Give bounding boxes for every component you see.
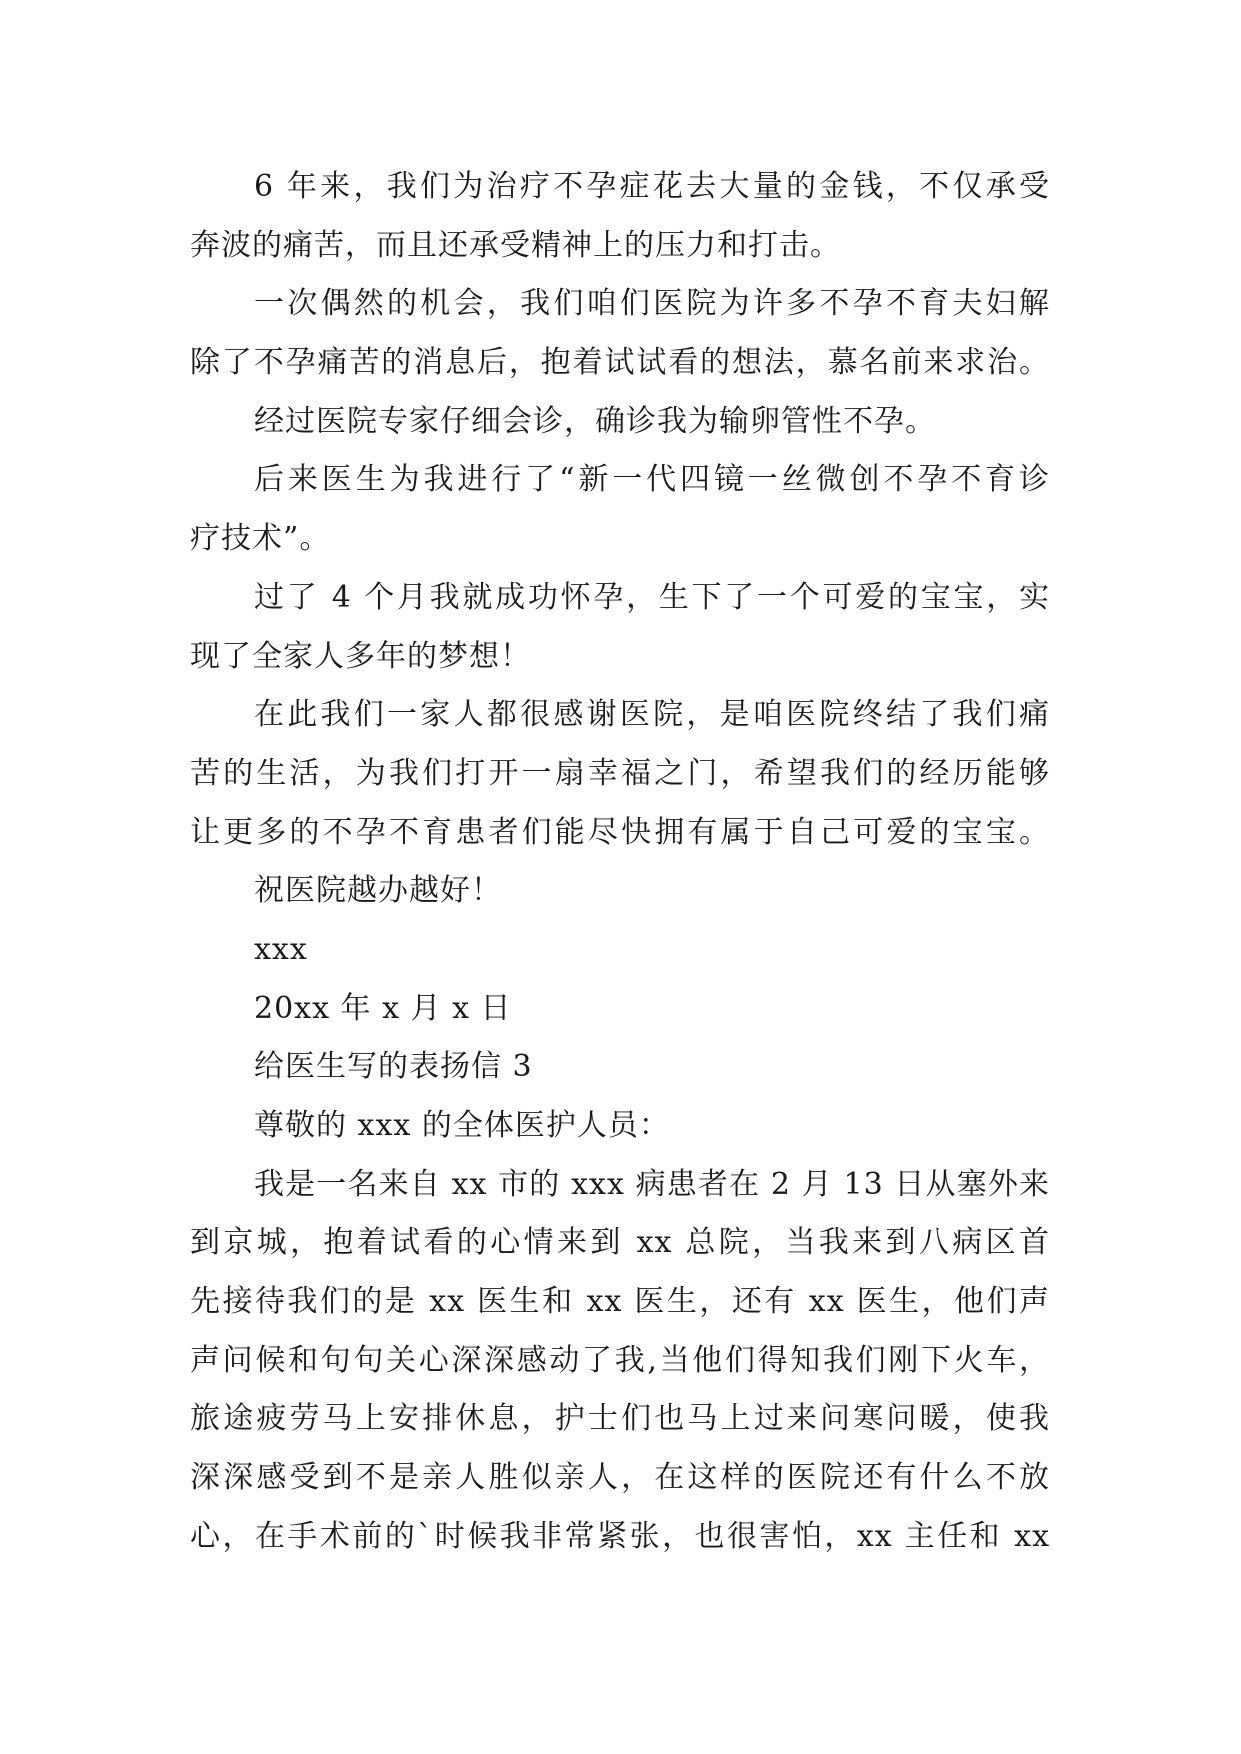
text-line: 尊敬的 xxx 的全体医护人员： xyxy=(254,1108,670,1143)
text-line: 先接待我们的是 xx 医生和 xx 医生，还有 xx 医生，他们声 xyxy=(190,1284,1050,1320)
text-line: 疗技术”。 xyxy=(190,521,331,557)
text-line: 6 年来，我们为治疗不孕症花去大量的金钱，不仅承受 xyxy=(254,169,1050,204)
text-line: 声问候和句句关心深深感动了我,当他们得知我们刚下火车， xyxy=(190,1342,1050,1378)
text-line: xxx xyxy=(254,931,308,967)
text-line: 奔波的痛苦，而且还承受精神上的压力和打击。 xyxy=(190,227,841,263)
text-line: 深深感受到不是亲人胜似亲人，在这样的医院还有什么不放 xyxy=(190,1460,1050,1496)
text-line: 旅途疲劳马上安排休息，护士们也马上过来问寒问暖，使我 xyxy=(190,1401,1050,1437)
letter-body xyxy=(190,158,1050,1567)
text-line: 祝医院越办越好！ xyxy=(254,873,502,909)
text-line: 20xx 年 x 月 x 日 xyxy=(254,990,512,1026)
text-line: 让更多的不孕不育患者们能尽快拥有属于自己可爱的宝宝。 xyxy=(190,814,1050,850)
text-line: 除了不孕痛苦的消息后，抱着试试看的想法，慕名前来求治。 xyxy=(190,345,1050,381)
text-line: 后来医生为我进行了“新一代四镜一丝微创不孕不育诊 xyxy=(254,462,1050,498)
text-line: 心，在手术前的`时候我非常紧张，也很害怕，xx 主任和 xx xyxy=(190,1518,1050,1554)
text-line: 我是一名来自 xx 市的 xxx 病患者在 2 月 13 日从塞外来 xyxy=(254,1166,1050,1202)
text-line: 过了 4 个月我就成功怀孕，生下了一个可爱的宝宝，实 xyxy=(254,579,1050,615)
text-line: 在此我们一家人都很感谢医院，是咱医院终结了我们痛 xyxy=(254,697,1050,733)
text-line: 到京城，抱着试看的心情来到 xx 总院，当我来到八病区首 xyxy=(190,1225,1050,1261)
text-line: 苦的生活，为我们打开一扇幸福之门，希望我们的经历能够 xyxy=(190,755,1050,791)
text-line: 经过医院专家仔细会诊，确诊我为输卵管性不孕。 xyxy=(254,403,936,439)
text-line: 现了全家人多年的梦想！ xyxy=(190,638,531,674)
text-line: 一次偶然的机会，我们咱们医院为许多不孕不育夫妇解 xyxy=(254,286,1050,322)
text-line: 给医生写的表扬信 3 xyxy=(254,1049,533,1085)
